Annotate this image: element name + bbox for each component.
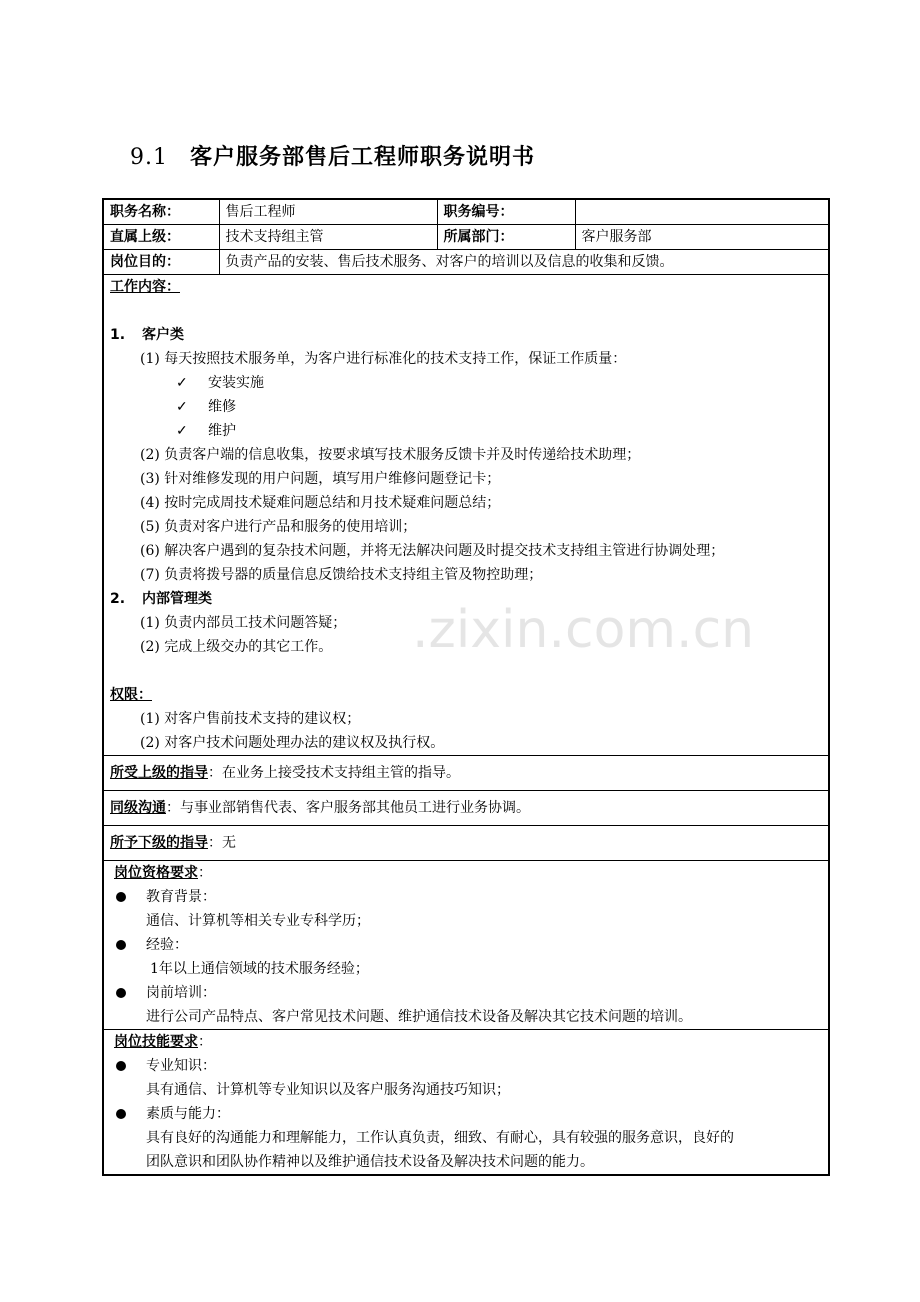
section-number: 9.1 [130,145,168,170]
qualification-cell [103,861,829,1030]
title-text: 客户服务部售后工程师职务说明书 [190,145,536,170]
work-item-7: (7) 负责将拨号器的质量信息反馈给技术支持组主管及物控助理； [140,567,543,583]
bullet-icon [116,940,126,950]
ability-label-line: 素质与能力： [114,1102,822,1126]
watermark: .zixin.com.cn [412,600,755,660]
guidance-cell [103,756,829,791]
info-row-3 [103,250,829,275]
guidance-label: 所受上级的指导 [110,765,208,781]
bullet-icon [116,892,126,902]
work-item-2: (2) 负责客户端的信息收集，按要求填写技术服务反馈卡并及时传递给技术助理； [140,447,641,463]
guidance-text: ：在业务上接受技术支持组主管的指导。 [208,765,460,781]
skills-cell [103,1030,829,1176]
skills-row [103,1030,829,1176]
check-item: ✓ 安装实施 [176,375,264,391]
job-name-value: 售后工程师 [219,199,437,225]
job-code-label: 职务编号： [437,199,575,225]
edu-text: 通信、计算机等相关专业专科学历； [146,913,370,929]
job-code-value [575,199,829,225]
superior-value: 技术支持组主管 [219,225,437,250]
subordinate-row [103,826,829,861]
qualification-heading-line: 岗位资格要求： [114,865,212,881]
job-name-label: 职务名称： [103,199,219,225]
guidance-row [103,756,829,791]
qualification-row [103,861,829,1030]
qualification-heading: 岗位资格要求 [114,865,198,881]
page-title [130,140,535,171]
work-item-6: (6) 解决客户遇到的复杂技术问题，并将无法解决问题及时提交技术支持组主管进行协调处理； [140,543,725,559]
work-content-heading: 工作内容： [110,279,180,295]
subordinate-label: 所予下级的指导 [110,835,208,851]
bullet-icon [116,1061,126,1071]
ability-text-2: 团队意识和团队协作精神以及维护通信技术设备及解决技术问题的能力。 [146,1154,594,1170]
purpose-label: 岗位目的： [103,250,219,275]
internal-item-2: (2) 完成上级交办的其它工作。 [140,639,333,655]
peer-cell [103,791,829,826]
info-row-1 [103,199,829,225]
peer-row [103,791,829,826]
bullet-icon [116,1109,126,1119]
authority-item-1: (1) 对客户售前技术支持的建议权； [140,711,361,727]
authority-item-2: (2) 对客户技术问题处理办法的建议权及执行权。 [140,735,445,751]
internal-item-1: (1) 负责内部员工技术问题答疑； [140,615,347,631]
superior-label: 直属上级： [103,225,219,250]
exp-text: 1年以上通信领域的技术服务经验； [150,961,369,977]
section-1-heading: 1. 客户类 [110,327,184,343]
dept-value: 客户服务部 [575,225,829,250]
subordinate-text: ：无 [208,835,236,851]
subordinate-cell [103,826,829,861]
skills-heading-line: 岗位技能要求： [114,1034,212,1050]
ability-text-1: 具有良好的沟通能力和理解能力，工作认真负责，细致、有耐心，具有较强的服务意识，良好的 [146,1130,734,1146]
peer-text: ：与事业部销售代表、客户服务部其他员工进行业务协调。 [166,800,530,816]
check-item: ✓ 维护 [176,423,236,439]
work-content-cell [103,275,829,756]
section-2-heading: 2. 内部管理类 [110,591,212,607]
work-content-row [103,275,829,756]
exp-label-line: 经验： [114,933,822,957]
bullet-icon [116,988,126,998]
work-item-4: (4) 按时完成周技术疑难问题总结和月技术疑难问题总结； [140,495,501,511]
purpose-value: 负责产品的安装、售后技术服务、对客户的培训以及信息的收集和反馈。 [219,250,829,275]
know-text: 具有通信、计算机等专业知识以及客户服务沟通技巧知识； [146,1082,510,1098]
job-description-table [102,198,830,1176]
skills-heading: 岗位技能要求 [114,1034,198,1050]
check-item: ✓ 维修 [176,399,236,415]
work-item-5: (5) 负责对客户进行产品和服务的使用培训； [140,519,417,535]
work-item-3: (3) 针对维修发现的用户问题，填写用户维修问题登记卡； [140,471,501,487]
know-label-line: 专业知识： [114,1054,822,1078]
info-row-2 [103,225,829,250]
peer-label: 同级沟通 [110,800,166,816]
train-label-line: 岗前培训： [114,981,822,1005]
edu-label-line: 教育背景： [114,885,822,909]
train-text: 进行公司产品特点、客户常见技术问题、维护通信技术设备及解决其它技术问题的培训。 [146,1009,692,1025]
authority-heading: 权限： [110,687,152,703]
work-item-1: (1) 每天按照技术服务单，为客户进行标准化的技术支持工作，保证工作质量： [140,351,627,367]
dept-label: 所属部门： [437,225,575,250]
